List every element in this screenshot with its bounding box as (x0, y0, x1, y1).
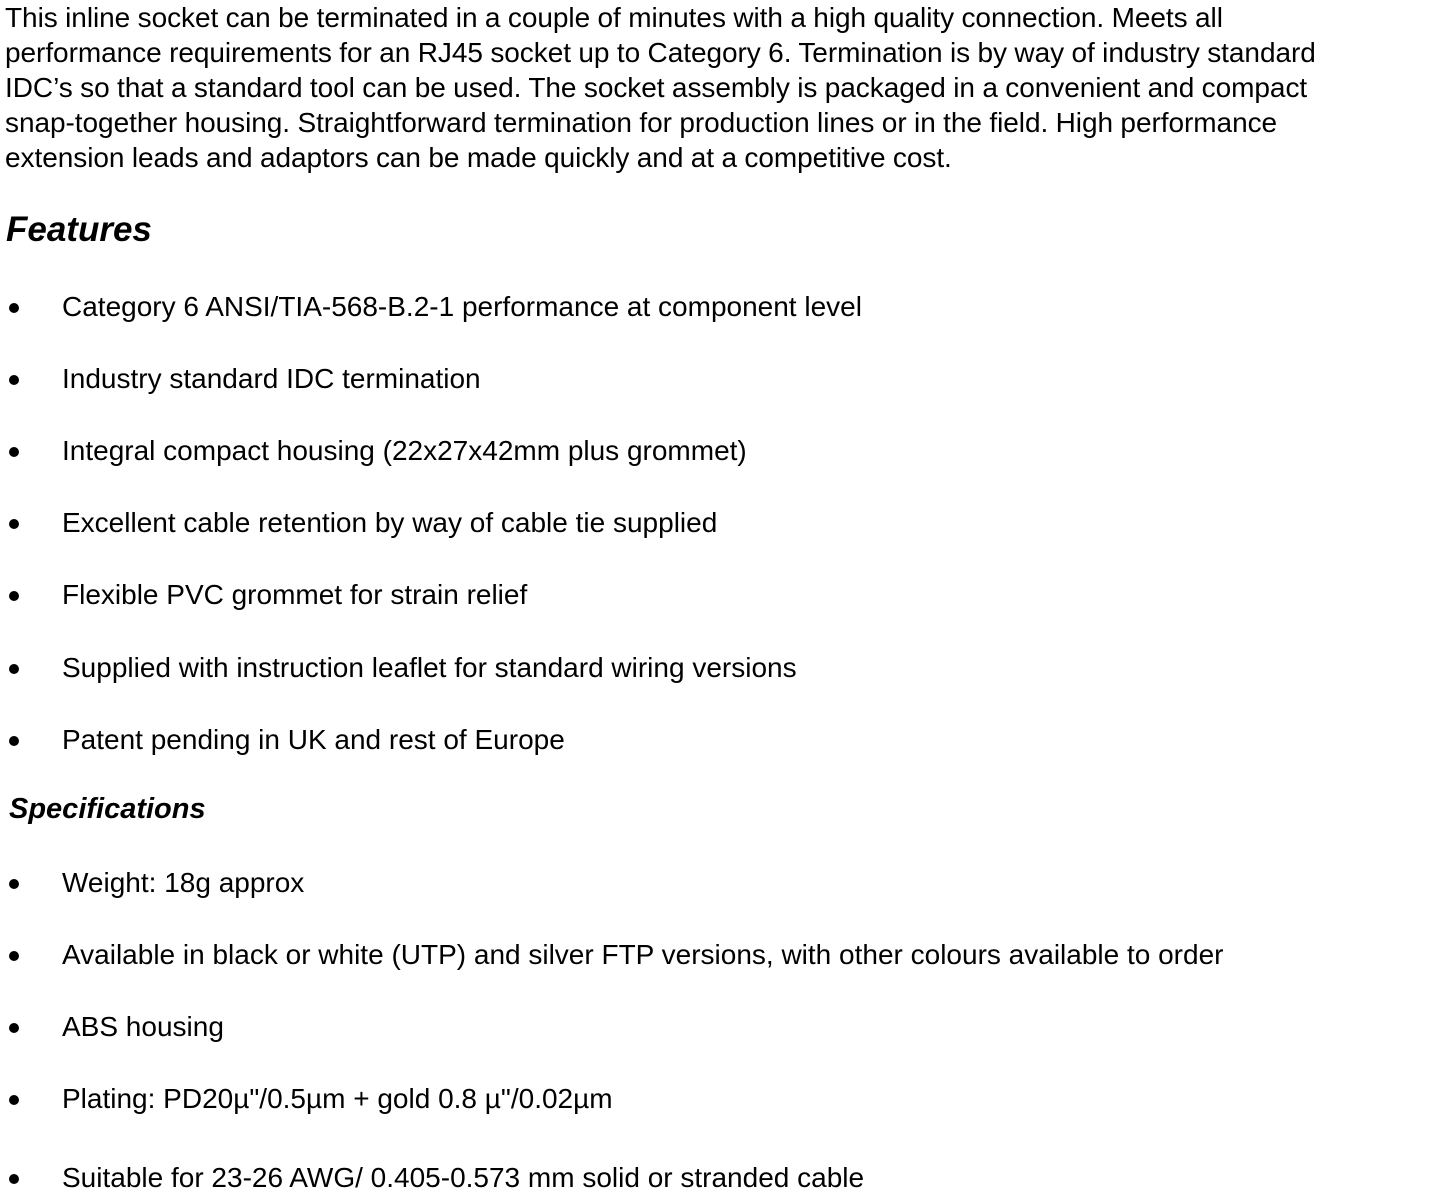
bullet-icon (9, 1174, 19, 1184)
list-item-text: Weight: 18g approx (62, 867, 305, 898)
list-item (0, 1007, 1440, 1047)
bullet-icon (9, 1023, 19, 1033)
list-item-text: ABS housing (62, 1011, 224, 1042)
list-item-text: Flexible PVC grommet for strain relief (62, 579, 528, 610)
list-item-text: Patent pending in UK and rest of Europe (62, 724, 565, 755)
list-item-text: Supplied with instruction leaflet for standard wiring versions (62, 652, 797, 683)
features-heading: Features (6, 210, 152, 249)
bullet-icon (9, 519, 19, 529)
list-item-text: Integral compact housing (22x27x42mm plus grommet) (62, 435, 747, 466)
bullet-icon (9, 1095, 19, 1105)
list-item-text: Industry standard IDC termination (62, 363, 481, 394)
list-item (0, 935, 1440, 975)
list-item-text: Suitable for 23-26 AWG/ 0.405-0.573 mm solid or stranded cable (62, 1162, 865, 1193)
list-item-text: Plating: PD20µ"/0.5µm + gold 0.8 µ"/0.02µm (62, 1083, 613, 1114)
bullet-icon (9, 591, 19, 601)
bullet-icon (9, 736, 19, 746)
list-item (0, 359, 1440, 399)
bullet-icon (9, 879, 19, 889)
list-item (0, 575, 1440, 615)
bullet-icon (9, 951, 19, 961)
list-item (0, 503, 1440, 543)
list-item-text: Available in black or white (UTP) and silver FTP versions, with other colours available to order (62, 939, 1224, 970)
list-item-text: Excellent cable retention by way of cable tie supplied (62, 507, 718, 538)
specifications-heading: Specifications (9, 793, 206, 825)
list-item (0, 431, 1440, 471)
bullet-icon (9, 447, 19, 457)
list-item (0, 648, 1440, 688)
list-item-text: Category 6 ANSI/TIA-568-B.2-1 performance at component level (62, 291, 862, 322)
bullet-icon (9, 303, 19, 313)
bullet-icon (9, 375, 19, 385)
list-item (0, 863, 1440, 903)
bullet-icon (9, 664, 19, 674)
intro-paragraph: This inline socket can be terminated in a couple of minutes with a high quality connection. Meets all performance requirements for an RJ45 socket up to Category 6. Termination is by way of industry standard IDC’s so that a standard tool can be used. The socket assembly is packaged in a convenient and compact snap-together housing. Straightforward termination for production lines or in the field. High performance extension leads and adaptors can be made quickly and at a competitive cost. (5, 2, 1316, 173)
list-item (0, 1158, 1440, 1198)
list-item (0, 1079, 1440, 1119)
list-item (0, 287, 1440, 327)
list-item (0, 720, 1440, 760)
